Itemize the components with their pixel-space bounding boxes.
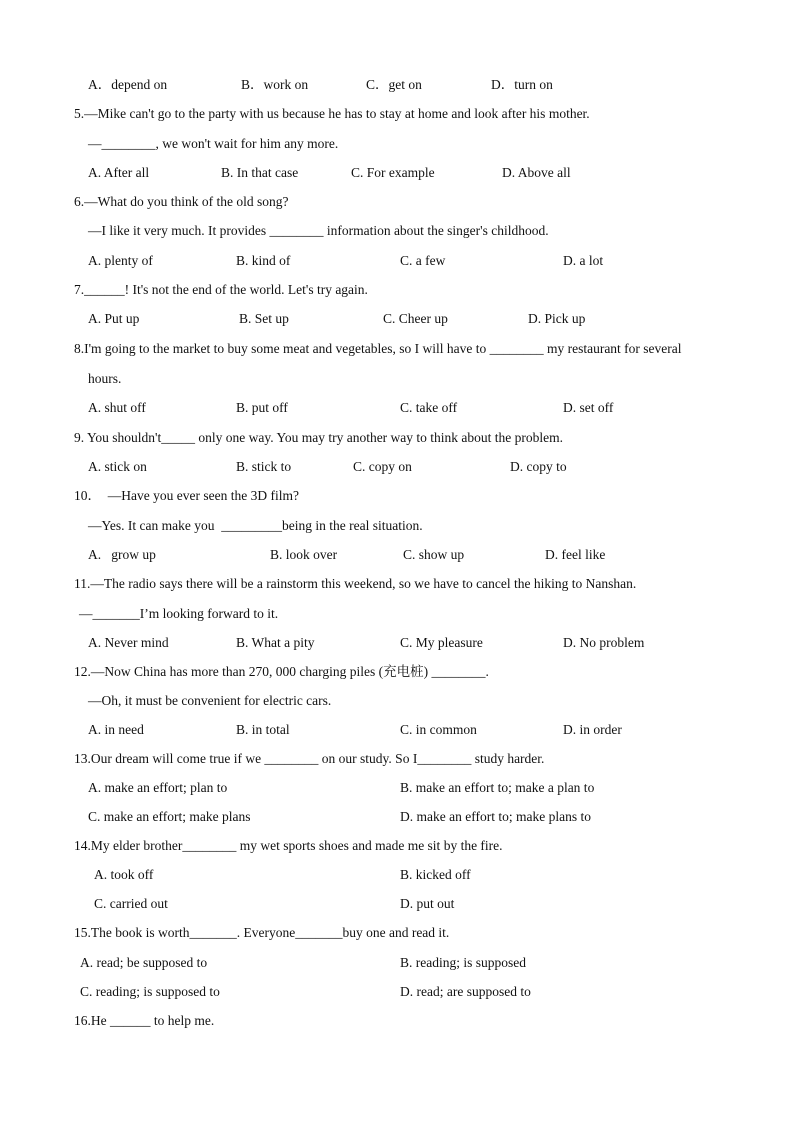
question-response: —Yes. It can make you _________being in the real situation. (88, 518, 423, 533)
option-d: D. in order (563, 722, 622, 737)
option-c: C. copy on (353, 459, 412, 474)
option-b: B. kind of (236, 253, 291, 268)
option-c: C. a few (400, 253, 446, 268)
option-b: B. make an effort to; make a plan to (400, 780, 595, 795)
option-a: A. shut off (88, 400, 146, 415)
question-stem: 6.—What do you think of the old song? (74, 194, 289, 209)
question-response: —_______I’m looking forward to it. (79, 606, 279, 621)
option-c: C．get on (366, 77, 422, 92)
option-a: A. Put up (88, 311, 140, 326)
question-stem: 15.The book is worth_______. Everyone_______buy one and read it. (74, 925, 450, 940)
option-b: B. In that case (221, 165, 299, 180)
option-d: D. Above all (502, 165, 571, 180)
option-a: A. Never mind (88, 635, 169, 650)
option-c: C. For example (351, 165, 435, 180)
option-c: C. take off (400, 400, 458, 415)
question-stem: 14.My elder brother________ my wet sports shoes and made me sit by the fire. (74, 838, 503, 853)
question-stem: 16.He ______ to help me. (74, 1013, 215, 1028)
option-a: A. read; be supposed to (80, 955, 208, 970)
option-c: C. reading; is supposed to (80, 984, 220, 999)
option-b: B．work on (241, 77, 309, 92)
question-stem: 13.Our dream will come true if we ________ on our study. So I________ study harder. (74, 751, 545, 766)
option-a: A. stick on (88, 459, 147, 474)
question-stem: 11.—The radio says there will be a rainstorm this weekend, so we have to cancel the hiking to Nanshan. (74, 576, 637, 591)
option-d: D. copy to (510, 459, 567, 474)
option-d: D. a lot (563, 253, 604, 268)
option-c: C. in common (400, 722, 477, 737)
option-d: D. put out (400, 896, 455, 911)
question-stem: 10． —Have you ever seen the 3D film? (74, 488, 299, 503)
question-stem: 8.I'm going to the market to buy some meat and vegetables, so I will have to ________ my restaurant for several (74, 341, 682, 356)
question-stem: 7.______! It's not the end of the world. Let's try again. (74, 282, 368, 297)
option-c: C. make an effort; make plans (88, 809, 251, 824)
option-b: B. look over (270, 547, 338, 562)
option-a: A. took off (94, 867, 154, 882)
option-d: D. feel like (545, 547, 606, 562)
option-a: A. make an effort; plan to (88, 780, 228, 795)
question-response: —I like it very much. It provides ________ information about the singer's childhood. (88, 223, 549, 238)
option-d: D. No problem (563, 635, 645, 650)
option-b: B. stick to (236, 459, 292, 474)
question-response: —Oh, it must be convenient for electric cars. (88, 693, 332, 708)
option-c: C. My pleasure (400, 635, 483, 650)
option-a: A．depend on (88, 77, 168, 92)
option-c: C. Cheer up (383, 311, 448, 326)
option-d: D. set off (563, 400, 614, 415)
option-a: A. plenty of (88, 253, 153, 268)
option-b: B. kicked off (400, 867, 471, 882)
option-b: B. Set up (239, 311, 289, 326)
option-d: D．turn on (491, 77, 553, 92)
option-d: D. make an effort to; make plans to (400, 809, 591, 824)
option-b: B. reading; is supposed (400, 955, 526, 970)
option-c: C. carried out (94, 896, 168, 911)
question-stem-continued: hours. (88, 371, 122, 386)
question-stem: 5.—Mike can't go to the party with us because he has to stay at home and look after his mother. (74, 106, 590, 121)
option-b: B. in total (236, 722, 290, 737)
option-d: D. read; are supposed to (400, 984, 531, 999)
question-response: —________, we won't wait for him any more. (88, 136, 339, 151)
option-a: A. After all (88, 165, 150, 180)
option-a: A. grow up (88, 547, 156, 562)
option-d: D. Pick up (528, 311, 586, 326)
option-b: B. What a pity (236, 635, 315, 650)
option-b: B. put off (236, 400, 288, 415)
question-stem: 12.—Now China has more than 270, 000 charging piles (充电桩) ________. (74, 664, 489, 679)
option-c: C. show up (403, 547, 465, 562)
option-a: A. in need (88, 722, 144, 737)
question-stem: 9. You shouldn't_____ only one way. You may try another way to think about the problem. (74, 430, 564, 445)
